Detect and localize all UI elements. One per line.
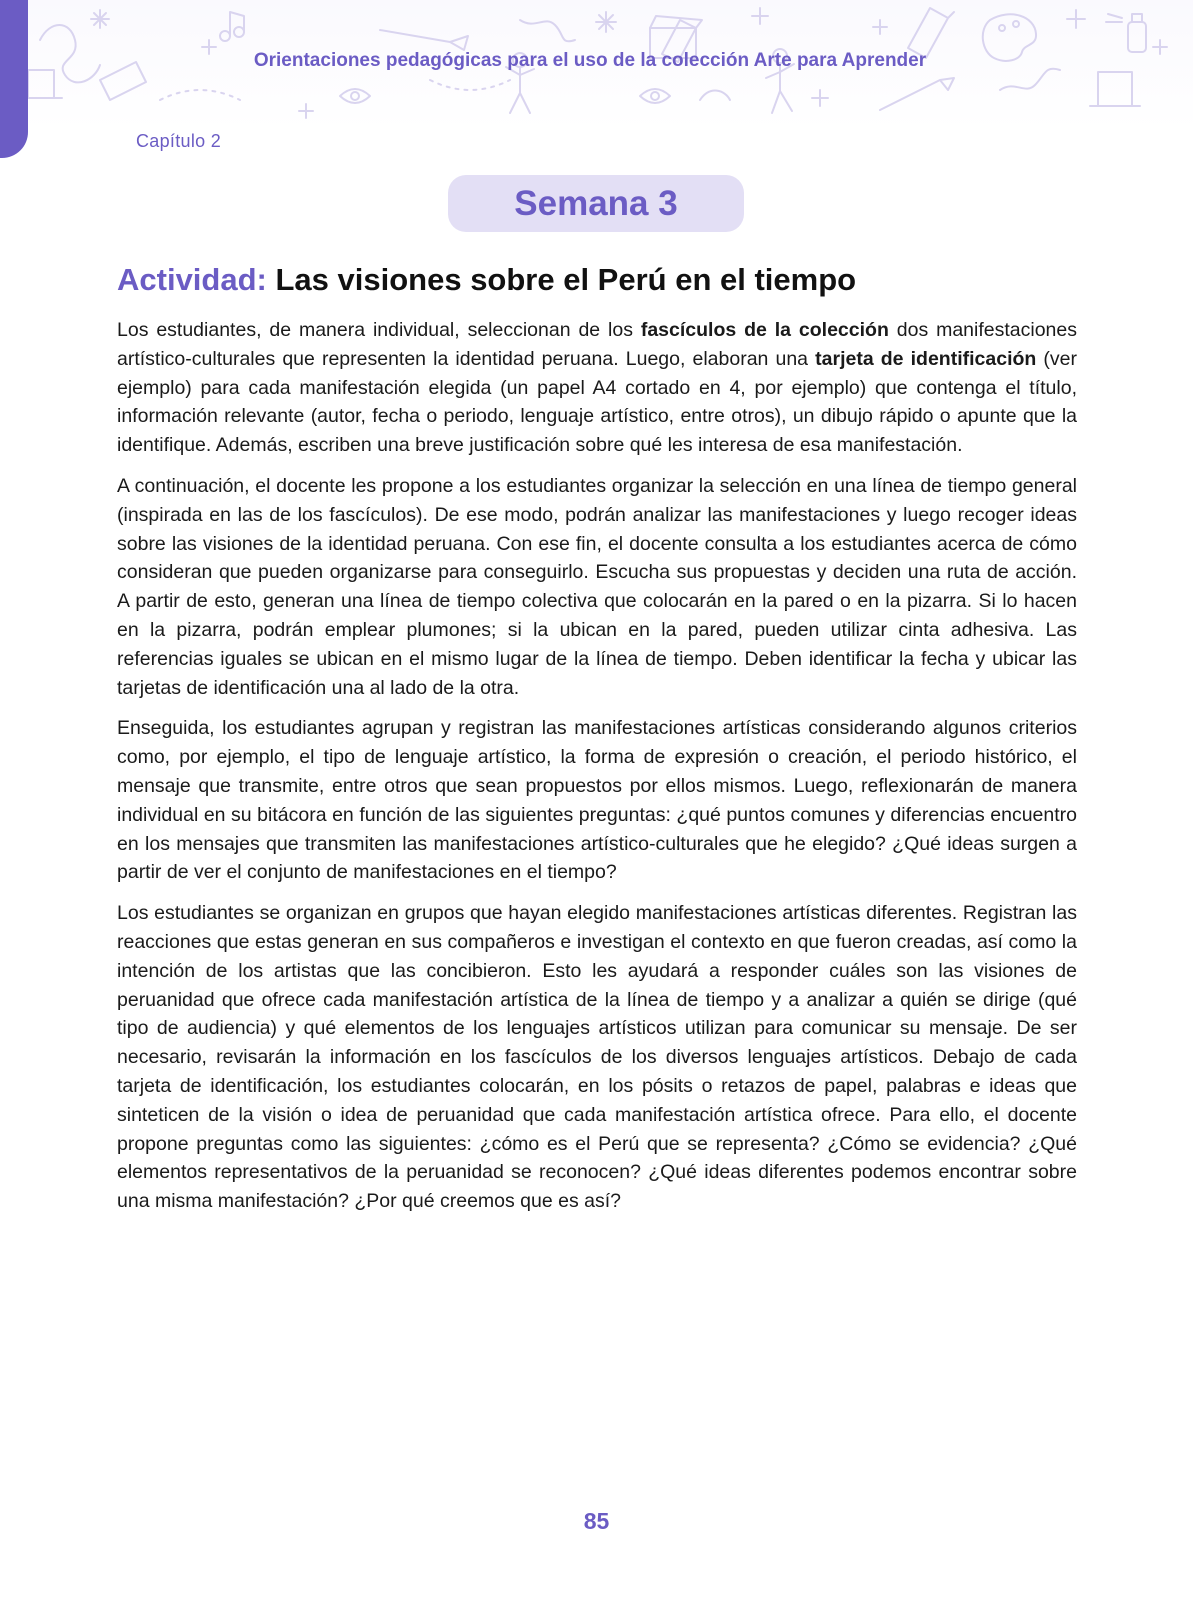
p1-bold-2: tarjeta de identificación xyxy=(815,347,1037,370)
paragraph-3: Enseguida, los estudiantes agrupan y registran las manifestaciones artísticas considerando algunos criterios como, por ejemplo, el tipo de lenguaje artístico, la forma de expresión o creación, el periodo histórico, el mensaje que transmite, entre otros que sean propuestos por ellos mismos. Luego, reflexionarán de manera individual en su bitácora en función de las siguientes preguntas: ¿qué puntos comunes y diferencias encuentro en los mensajes que transmiten las manifestaciones artístico-culturales que he elegido? ¿Qué ideas surgen a partir de ver el conjunto de manifestaciones en el tiempo? xyxy=(117,717,1077,884)
p1-text-1: Los estudiantes, de manera individual, seleccionan de los xyxy=(117,319,641,341)
page-number: 85 xyxy=(583,1508,610,1534)
p1-bold-1: fascículos de la colección xyxy=(640,319,889,341)
body-text xyxy=(117,316,1077,1228)
dotted-doodle xyxy=(430,80,510,90)
swirl-doodle xyxy=(700,91,730,100)
eye-icon xyxy=(340,89,370,103)
paragraph-2: A continuación, el docente les propone a los estudiantes organizar la selección en una línea de tiempo general (inspirada en las de los fascículos). De ese modo, podrán analizar las manifestaciones y luego recoger ideas sobre las visiones de la identidad peruana. Con ese fin, el docente consulta a los estudiantes acerca de cómo consideran que pueden organizarse para conseguirlo. Escucha sus propuestas y deciden una ruta de acción. A partir de esto, generan una línea de tiempo colectiva que colocarán en la pared o en la pizarra. Si lo hacen en la pizarra, podrán emplear plumones; si la ubican en la pared, pueden utilizar cinta adhesiva. Las referencias iguales se ubican en el mismo lugar de la línea de tiempo. Deben identificar la fecha y ubicar las tarjetas de identificación una al lado de la otra. xyxy=(117,474,1077,699)
paragraph-4: Los estudiantes se organizan en grupos que hayan elegido manifestaciones artísticas diferentes. Registran las reacciones que estas generan en sus compañeros e investigan el contexto en que fueron creadas, así como la intención de los artistas que las concibieron. Esto les ayudará a responder cuáles son las visiones de peruanidad que ofrece cada manifestación artística de la línea de tiempo y a analizar a quién se dirige (qué tipo de audiencia) y qué elementos de los lenguajes artísticos utilizan para comunicar su mensaje. De ser necesario, revisarán la información en los fascículos de los diversos lenguajes artísticos. Debajo de cada tarjeta de identificación, los estudiantes colocarán, en los pósits o retazos de papel, palabras e ideas que sinteticen de la visión o idea de peruanidad que cada manifestación artística ofrece. Para ello, el docente propone preguntas como las siguientes: ¿cómo es el Perú que se representa? ¿Cómo se evidencia? ¿Qué elementos representativos de la peruanidad se reconocen? ¿Qué ideas diferentes podemos encontrar sobre una misma manifestación? ¿Por qué creemos que es así? xyxy=(117,902,1077,1213)
swirl-doodle xyxy=(520,20,575,41)
side-tab xyxy=(0,0,28,158)
header-title: Orientaciones pedagógicas para el uso de la colección Arte para Aprender xyxy=(253,50,927,71)
sparkle-icon xyxy=(752,8,768,24)
chapter-label: Capítulo 2 xyxy=(136,131,222,151)
ticket-icon xyxy=(100,62,146,100)
sparkle-icon xyxy=(299,104,313,118)
sparkle-icon xyxy=(873,20,887,34)
spray-bottle-icon xyxy=(1106,14,1146,52)
music-note-icon xyxy=(220,12,244,41)
activity-label: Actividad: xyxy=(117,262,267,297)
hat-icon xyxy=(1090,72,1140,106)
sparkle-icon xyxy=(1067,10,1085,28)
activity-heading xyxy=(117,262,1077,298)
swirl-doodle xyxy=(1000,69,1060,90)
sparkle-icon xyxy=(202,40,216,54)
week-badge xyxy=(448,175,744,232)
dotted-doodle xyxy=(160,90,240,100)
sparkle-icon xyxy=(812,90,828,106)
sparkle-icon xyxy=(91,10,109,28)
eye-icon xyxy=(640,89,670,103)
p1-text-2: dos manifestaciones artístico-culturales que representen la identidad peruana. Luego, elaboran una xyxy=(117,319,1077,370)
paintbrush-icon xyxy=(380,30,468,50)
paintbrush-icon xyxy=(880,78,954,110)
activity-title: Las visiones sobre el Perú en el tiempo xyxy=(275,262,857,297)
week-label: Semana 3 xyxy=(514,183,678,223)
palette-icon xyxy=(983,14,1036,61)
paragraph-1 xyxy=(117,316,1077,460)
sparkle-icon xyxy=(596,12,616,32)
sparkle-icon xyxy=(1153,40,1167,54)
p1-text-3: (ver ejemplo) para cada manifestación elegida (un papel A4 cortado en 4, por ejemplo) que contenga el título, información relevante (autor, fecha o periodo, lenguaje artístico, entre otros), un dibujo rápido o apunte que la identifique. Además, escriben una breve justificación sobre qué les interesa de esa manifestación. xyxy=(117,347,1078,457)
swirl-doodle xyxy=(40,25,100,82)
